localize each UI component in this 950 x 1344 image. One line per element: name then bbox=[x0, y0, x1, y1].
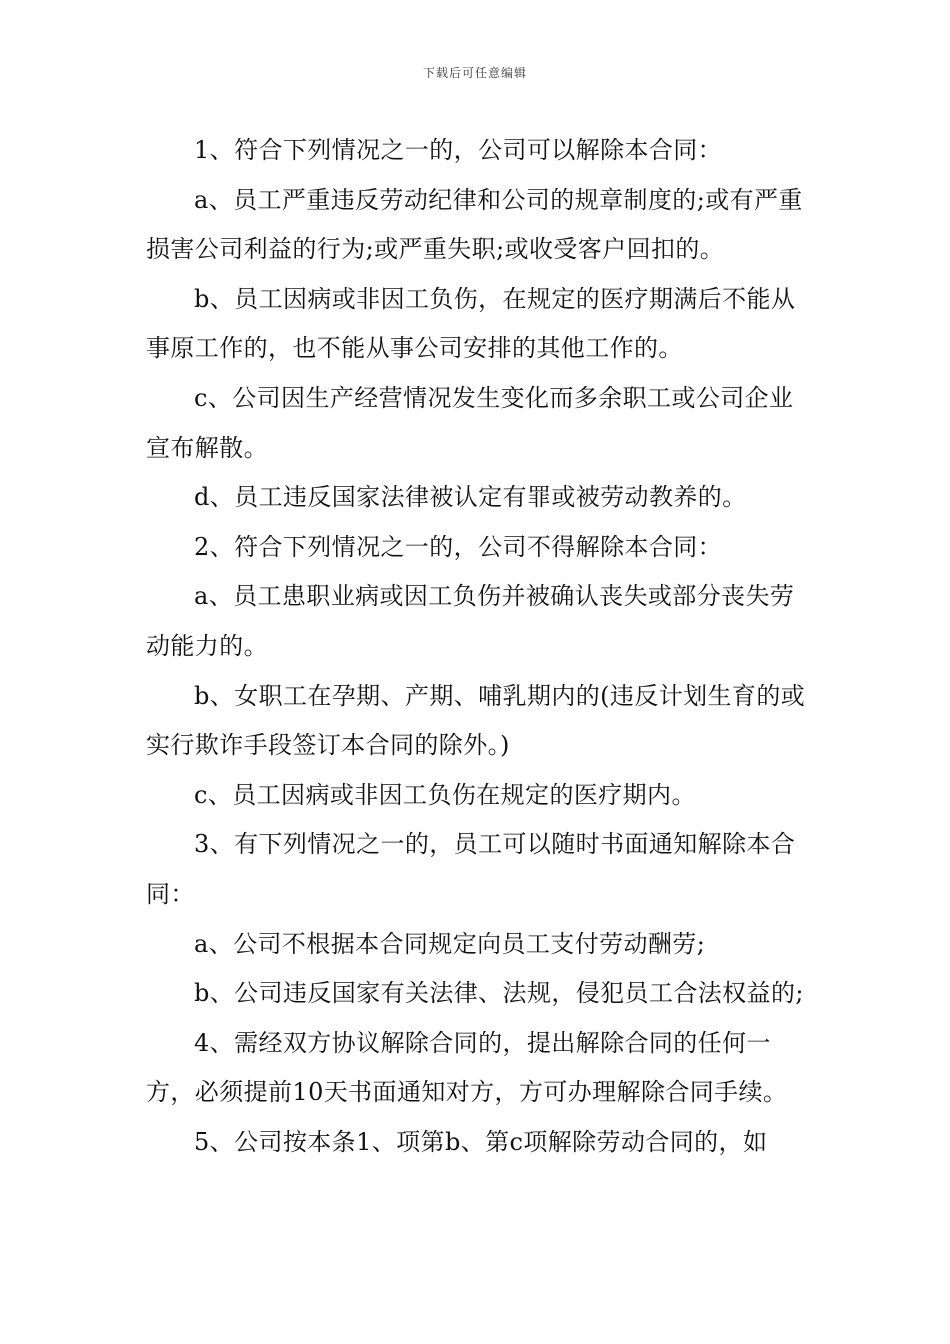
clause-5: 5、公司按本条1、项第b、第c项解除劳动合同的，如 bbox=[194, 1127, 768, 1156]
page-header: 下载后可任意编辑 bbox=[422, 66, 527, 80]
clause-3-heading: 3、有下列情况之一的，员工可以随时书面通知解除本合同： bbox=[146, 830, 796, 908]
clause-2a: a、员工患职业病或因工负伤并被确认丧失或部分丧失劳动能力的。 bbox=[146, 582, 795, 660]
clause-1a: a、员工严重违反劳动纪律和公司的规章制度的;或有严重损害公司利益的行为;或严重失职;或收受客户回扣的。 bbox=[146, 185, 803, 264]
clause-1d: d、员工违反国家法律被认定有罪或被劳动教养的。 bbox=[194, 483, 747, 512]
clause-1b: b、员工因病或非因工负伤，在规定的医疗期满后不能从事原工作的，也不能从事公司安排的其他工作的。 bbox=[146, 284, 796, 363]
document-body bbox=[146, 126, 808, 1167]
clause-1-heading: 1、符合下列情况之一的，公司可以解除本合同： bbox=[194, 136, 723, 164]
clause-3b: b、公司违反国家有关法律、法规，侵犯员工合法权益的; bbox=[194, 979, 804, 1008]
clause-2c: c、员工因病或非因工负伤在规定的医疗期内。 bbox=[194, 780, 696, 809]
clause-2b: b、女职工在孕期、产期、哺乳期内的(违反计划生育的或实行欺诈手段签订本合同的除外。) bbox=[146, 681, 806, 760]
clause-3a: a、公司不根据本合同规定向员工支付劳动酬劳; bbox=[194, 929, 706, 958]
clause-4: 4、需经双方协议解除合同的，提出解除合同的任何一方，必须提前10天书面通知对方，方可办理解除合同手续。 bbox=[146, 1028, 788, 1107]
clause-2-heading: 2、符合下列情况之一的，公司不得解除本合同： bbox=[194, 532, 723, 561]
clause-1c: c、公司因生产经营情况发生变化而多余职工或公司企业宣布解散。 bbox=[146, 383, 794, 462]
